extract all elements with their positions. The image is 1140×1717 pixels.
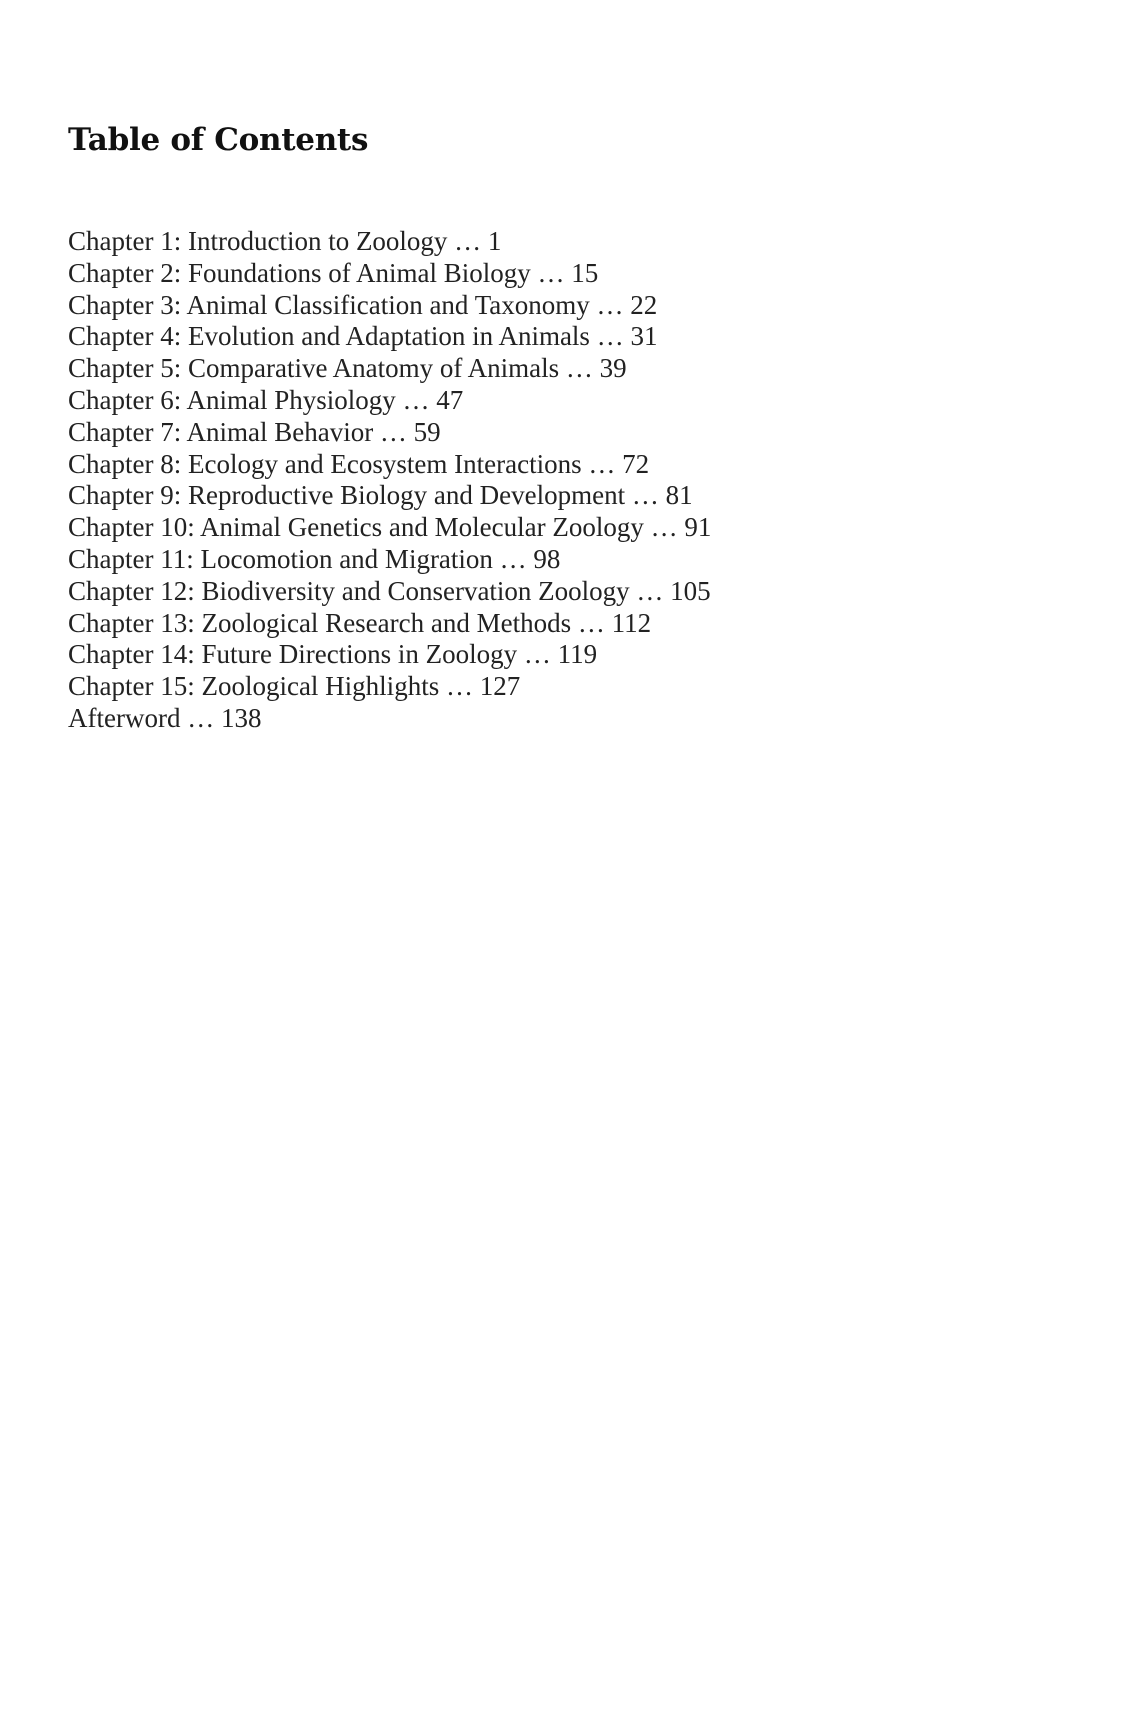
toc-entry-chapter-11: Chapter 11: Locomotion and Migration … 98 <box>68 543 561 574</box>
toc-entry-chapter-15: Chapter 15: Zoological Highlights … 127 <box>68 671 521 702</box>
toc-entry-chapter-8: Chapter 8: Ecology and Ecosystem Interactions … 72 <box>68 448 650 479</box>
toc-entry-chapter-12: Chapter 12: Biodiversity and Conservation Zoology … 105 <box>68 575 711 606</box>
page-title: Table of Contents <box>68 122 369 158</box>
toc-entry-chapter-6: Chapter 6: Animal Physiology … 47 <box>68 384 464 415</box>
toc-entry-chapter-14: Chapter 14: Future Directions in Zoology … 119 <box>68 639 598 670</box>
toc-entry-chapter-13: Chapter 13: Zoological Research and Methods … 112 <box>68 607 652 638</box>
toc-entry-afterword: Afterword … 138 <box>68 702 262 733</box>
toc-entry-chapter-9: Chapter 9: Reproductive Biology and Development … 81 <box>68 480 693 511</box>
toc-list <box>68 226 711 735</box>
toc-entry-chapter-7: Chapter 7: Animal Behavior … 59 <box>68 416 441 447</box>
toc-entry-chapter-3: Chapter 3: Animal Classification and Taxonomy … 22 <box>68 289 658 320</box>
toc-entry-chapter-2: Chapter 2: Foundations of Animal Biology … 15 <box>68 257 599 288</box>
toc-entry-chapter-10: Chapter 10: Animal Genetics and Molecular Zoology … 91 <box>68 512 712 543</box>
toc-entry-chapter-4: Chapter 4: Evolution and Adaptation in Animals … 31 <box>68 321 658 352</box>
toc-entry-chapter-5: Chapter 5: Comparative Anatomy of Animals … 39 <box>68 353 627 384</box>
toc-entry-chapter-1: Chapter 1: Introduction to Zoology … 1 <box>68 226 502 256</box>
